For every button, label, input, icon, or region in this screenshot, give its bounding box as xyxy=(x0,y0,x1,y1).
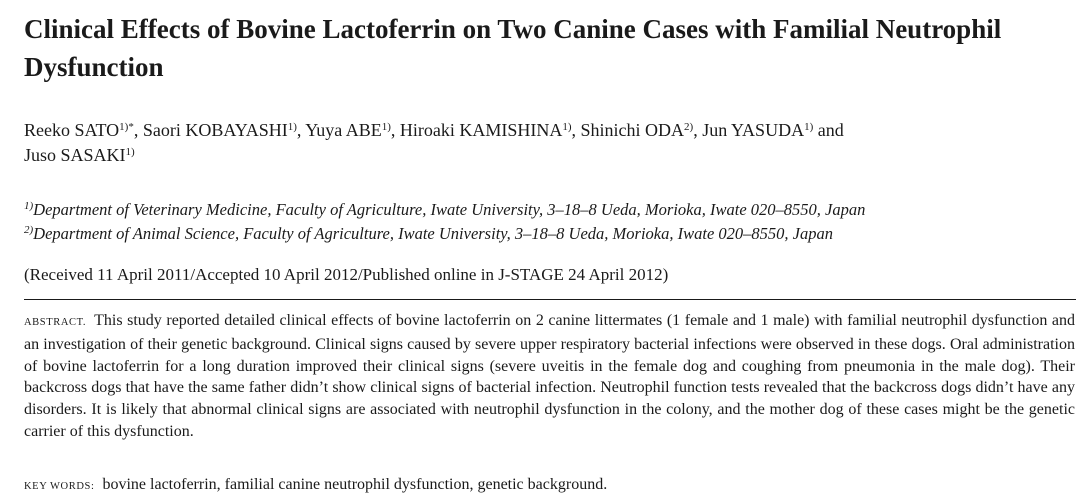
affiliation-mark: 1)* xyxy=(119,121,134,133)
affiliation-mark: 1) xyxy=(287,121,297,133)
affiliation-mark: 1) xyxy=(381,121,391,133)
publication-dates: (Received 11 April 2011/Accepted 10 April 2012/Published online in J-STAGE 24 April 2012) xyxy=(24,265,669,284)
author: Shinichi ODA$^{2)}$, xyxy=(580,120,703,140)
author: Juso SASAKI$^{1)}$ xyxy=(24,145,135,165)
keywords-text: bovine lactoferrin, familial canine neutrophil dysfunction, genetic background. xyxy=(102,476,608,493)
affiliation-list xyxy=(24,198,1064,246)
affiliation-mark: 2) xyxy=(684,121,694,133)
author-list xyxy=(24,118,1064,168)
abstract xyxy=(24,310,1075,443)
author: Saori KOBAYASHI$^{1)}$, xyxy=(142,120,306,140)
author: Yuya ABE$^{1)}$, xyxy=(305,120,400,140)
affiliation-mark: 1) xyxy=(562,121,572,133)
abstract-label: ABSTRACT. xyxy=(24,317,87,328)
affiliation-mark: 1) xyxy=(125,146,135,158)
author: Reeko $SATO^{1)*}$, xyxy=(24,120,143,140)
abstract-text: This study reported detailed clinical effects of bovine lactoferrin on 2 canine littermates (1 female and 1 male) with familial neutrophil dysfunction and an investigation of their genetic background. Clinical signs caused by severe upper respiratory bacterial infections were observed in these dogs. Oral administration of bovine lactoferrin for a long duration improved their clinical signs (severe uveitis in the female dog and coughing from pneumonia in the male dog). Their backcross dogs that have the same father didn’t show clinical signs of bacterial infection. Neutrophil function tests revealed that the backcross dogs didn’t have any disorders. It is likely that abnormal clinical signs are associated with neutrophil dysfunction in the colony, and the mother dog of these cases might be the genetic carrier of this dysfunction. xyxy=(24,312,1075,440)
paper-title: Clinical Effects of Bovine Lactoferrin on Two Canine Cases with Familial Neutrophil Dysfunction xyxy=(24,14,1002,82)
author: Jun YASUDA$^{1)}$ and xyxy=(702,120,844,140)
keywords xyxy=(24,474,1064,498)
affiliation-mark: 1) xyxy=(804,121,814,133)
affiliation: $^{1)}$Department of Veterinary Medicine, Faculty of Agriculture, Iwate University, 3–18–8 Ueda, Morioka, Iwate 020–8550, Japan xyxy=(24,200,866,219)
author: Hiroaki KAMISHINA$^{1)}$, xyxy=(399,120,581,140)
section-divider xyxy=(24,299,1076,300)
keywords-label: KEY WORDS: xyxy=(24,481,95,492)
affiliation: $^{2)}$Department of Animal Science, Faculty of Agriculture, Iwate University, 3–18–8 Ueda, Morioka, Iwate 020–8550, Japan xyxy=(24,224,833,243)
